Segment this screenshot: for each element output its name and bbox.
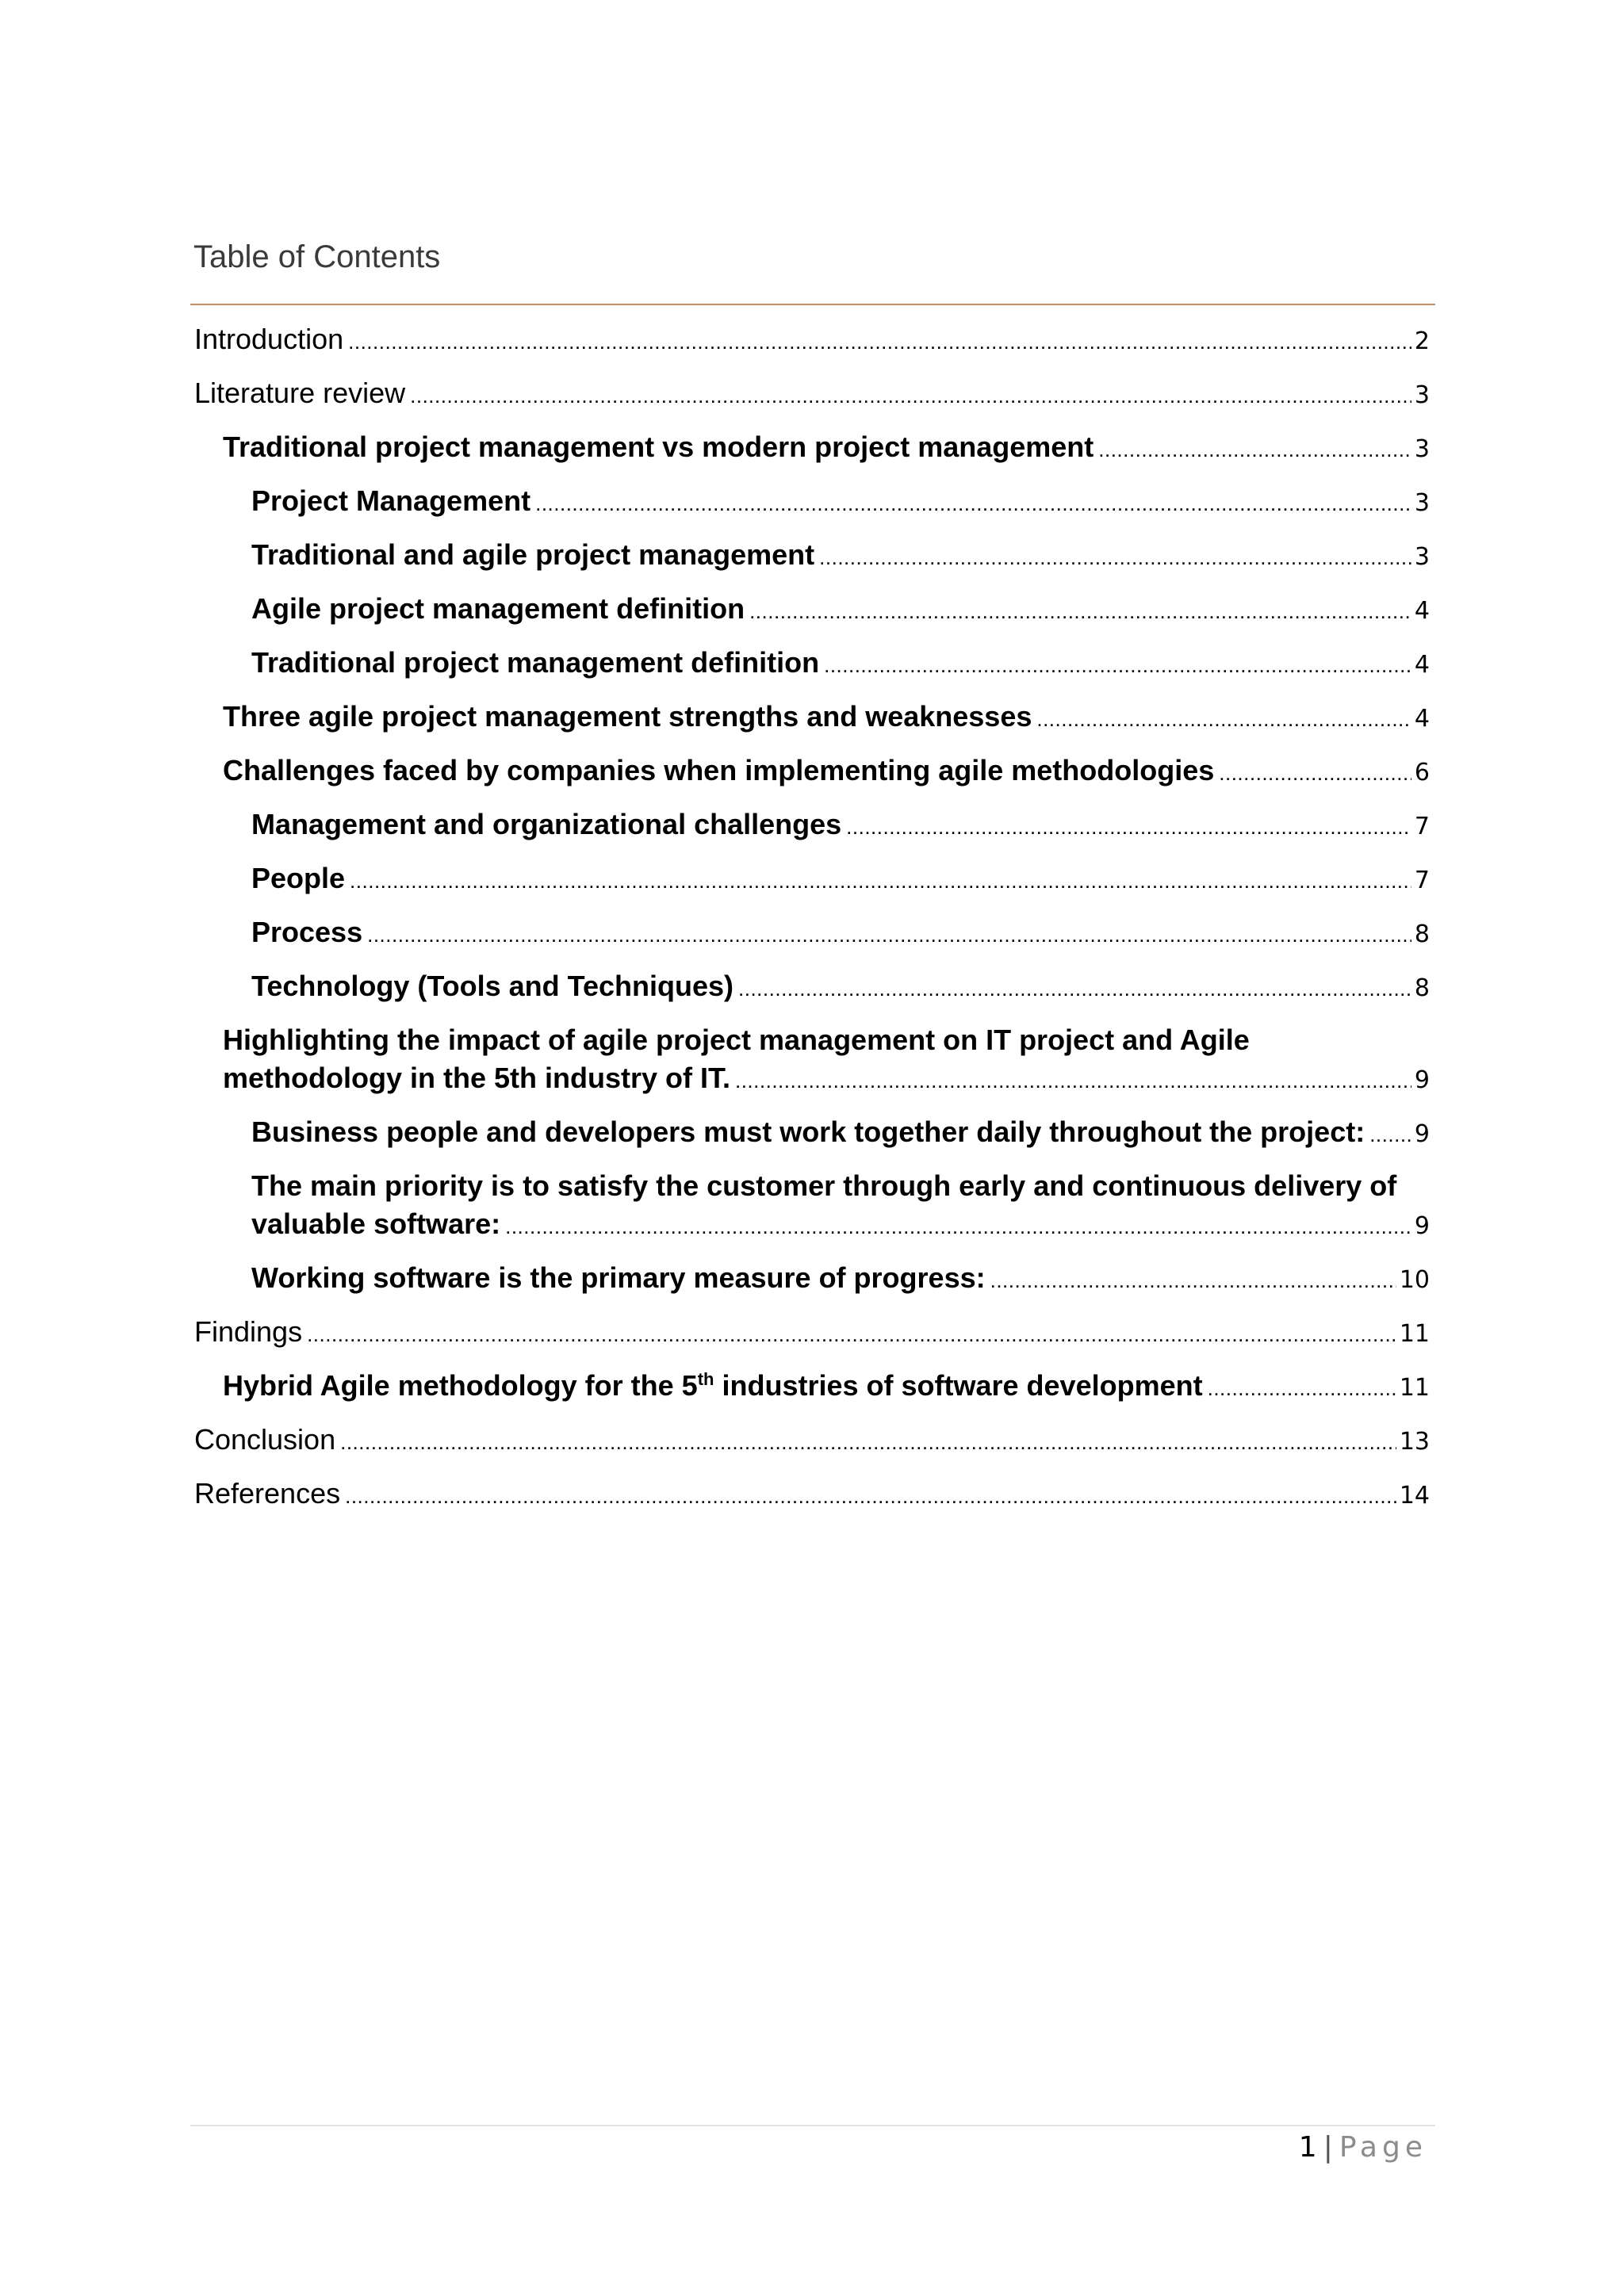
toc-entry-page: 7	[1414, 813, 1430, 840]
dot-leader	[1219, 754, 1411, 792]
dot-leader	[535, 484, 1411, 522]
toc-entry-page: 4	[1414, 651, 1430, 679]
dot-leader	[345, 1477, 1396, 1515]
toc-entry-line2	[251, 1205, 1430, 1246]
dot-leader	[505, 1207, 1411, 1246]
toc-entry-page: 8	[1414, 920, 1430, 948]
toc-entry-text-after: industries of software development	[714, 1369, 1203, 1402]
toc-entry-people[interactable]	[251, 859, 1430, 900]
toc-entry-text-before: Hybrid Agile methodology for the 5	[223, 1369, 698, 1402]
toc-entry-text-line2: valuable software:	[251, 1207, 501, 1240]
toc-title-underline	[190, 304, 1435, 305]
toc-entry-text: Traditional and agile project management	[251, 538, 815, 571]
toc-entry-superscript: th	[697, 1369, 714, 1389]
footer-divider	[190, 2125, 1435, 2126]
toc-entry-page: 11	[1399, 1374, 1430, 1402]
toc-entry-text: Traditional project management vs modern project management	[223, 430, 1094, 463]
toc-entry-text: Project Management	[251, 484, 531, 517]
page-footer	[1299, 2131, 1427, 2164]
toc-entry-main-priority[interactable]	[251, 1167, 1430, 1246]
toc-entry-text: Business people and developers must work together daily throughout the project:	[251, 1115, 1365, 1148]
toc-entry-text: Management and organizational challenges	[251, 808, 842, 840]
toc-entry-traditional-and-agile[interactable]	[251, 536, 1430, 576]
dot-leader	[367, 916, 1411, 954]
toc-entry-text: Technology (Tools and Techniques)	[251, 970, 734, 1002]
toc-entry-strengths-weaknesses[interactable]	[223, 698, 1430, 738]
toc-entry-page: 13	[1399, 1428, 1430, 1456]
toc-entry-page: 9	[1414, 1120, 1430, 1148]
dot-leader	[735, 1062, 1411, 1100]
toc-entry-process[interactable]	[251, 913, 1430, 954]
dot-leader	[340, 1423, 1396, 1461]
toc-entry-agile-definition[interactable]	[251, 590, 1430, 630]
toc-entry-text	[223, 1367, 1203, 1405]
toc-entry-page: 8	[1414, 974, 1430, 1002]
toc-entry-text: Process	[251, 916, 363, 948]
toc-entry-conclusion[interactable]	[194, 1421, 1430, 1461]
toc-entry-page: 3	[1414, 435, 1430, 463]
dot-leader	[819, 538, 1411, 576]
toc-entry-page: 14	[1399, 1482, 1430, 1510]
footer-page-number: 1	[1298, 2131, 1317, 2164]
dot-leader	[1036, 700, 1411, 738]
toc-entry-literature-review[interactable]	[194, 374, 1430, 415]
toc-entry-traditional-vs-modern[interactable]	[223, 428, 1430, 469]
toc-entry-text-line2: methodology in the 5th industry of IT.	[223, 1062, 730, 1094]
dot-leader	[348, 323, 1411, 361]
toc-entry-text-line1: The main priority is to satisfy the customer through early and continuous delivery of	[251, 1169, 1397, 1202]
toc-entry-text: Findings	[194, 1315, 303, 1348]
toc-entry-text: Traditional project management definition	[251, 646, 820, 679]
toc-entry-business-people[interactable]	[251, 1113, 1430, 1154]
footer-page-label: Page	[1339, 2131, 1427, 2164]
dot-leader	[410, 377, 1411, 415]
toc-entry-page: 6	[1414, 759, 1430, 786]
toc-entry-traditional-definition[interactable]	[251, 644, 1430, 684]
toc-entry-text-line1: Highlighting the impact of agile project management on IT project and Agile	[223, 1024, 1250, 1056]
toc-entry-findings[interactable]	[194, 1313, 1430, 1353]
toc-entry-text: References	[194, 1477, 341, 1510]
toc-entry-working-software[interactable]	[251, 1259, 1430, 1299]
dot-leader	[824, 646, 1411, 684]
toc-entry-text: Literature review	[194, 377, 406, 409]
toc-entry-references[interactable]	[194, 1475, 1430, 1515]
toc-entry-line2	[223, 1059, 1430, 1100]
toc-entry-technology[interactable]	[251, 967, 1430, 1008]
toc-entry-page: 11	[1399, 1320, 1430, 1348]
toc-entry-text: Challenges faced by companies when implementing agile methodologies	[223, 754, 1215, 786]
toc-entry-text: Working software is the primary measure of progress:	[251, 1261, 986, 1294]
toc-entry-management-challenges[interactable]	[251, 806, 1430, 846]
toc-entry-page: 3	[1414, 381, 1430, 409]
dot-leader	[1208, 1369, 1396, 1407]
toc-title: Table of Contents	[193, 239, 441, 274]
dot-leader	[990, 1261, 1396, 1299]
toc-entry-page: 2	[1414, 327, 1430, 355]
toc-entry-page: 10	[1399, 1266, 1430, 1294]
toc-entry-page: 4	[1414, 597, 1430, 625]
dot-leader	[350, 862, 1411, 900]
toc-entry-introduction[interactable]	[194, 320, 1430, 361]
toc-entry-hybrid-agile[interactable]	[223, 1367, 1430, 1407]
dot-leader	[1369, 1115, 1411, 1154]
toc-entry-text: Introduction	[194, 323, 344, 355]
toc-entry-text: People	[251, 862, 346, 894]
toc-entry-highlighting-impact[interactable]	[223, 1021, 1430, 1100]
toc-entry-text: Agile project management definition	[251, 592, 745, 625]
toc-entry-text: Conclusion	[194, 1423, 336, 1456]
dot-leader	[738, 970, 1411, 1008]
toc-entry-page: 7	[1414, 867, 1430, 894]
toc-entry-challenges[interactable]	[223, 752, 1430, 792]
dot-leader	[846, 808, 1411, 846]
toc-entry-page: 3	[1414, 489, 1430, 517]
toc-entry-page: 9	[1414, 1066, 1430, 1094]
dot-leader	[749, 592, 1411, 630]
toc-entry-project-management[interactable]	[251, 482, 1430, 522]
dot-leader	[1098, 430, 1411, 469]
footer-separator: |	[1323, 2131, 1333, 2164]
toc-entry-page: 4	[1414, 705, 1430, 733]
toc-entry-page: 3	[1414, 543, 1430, 571]
toc-entry-text: Three agile project management strengths and weaknesses	[223, 700, 1032, 733]
dot-leader	[307, 1315, 1396, 1353]
toc-entry-page: 9	[1414, 1212, 1430, 1240]
